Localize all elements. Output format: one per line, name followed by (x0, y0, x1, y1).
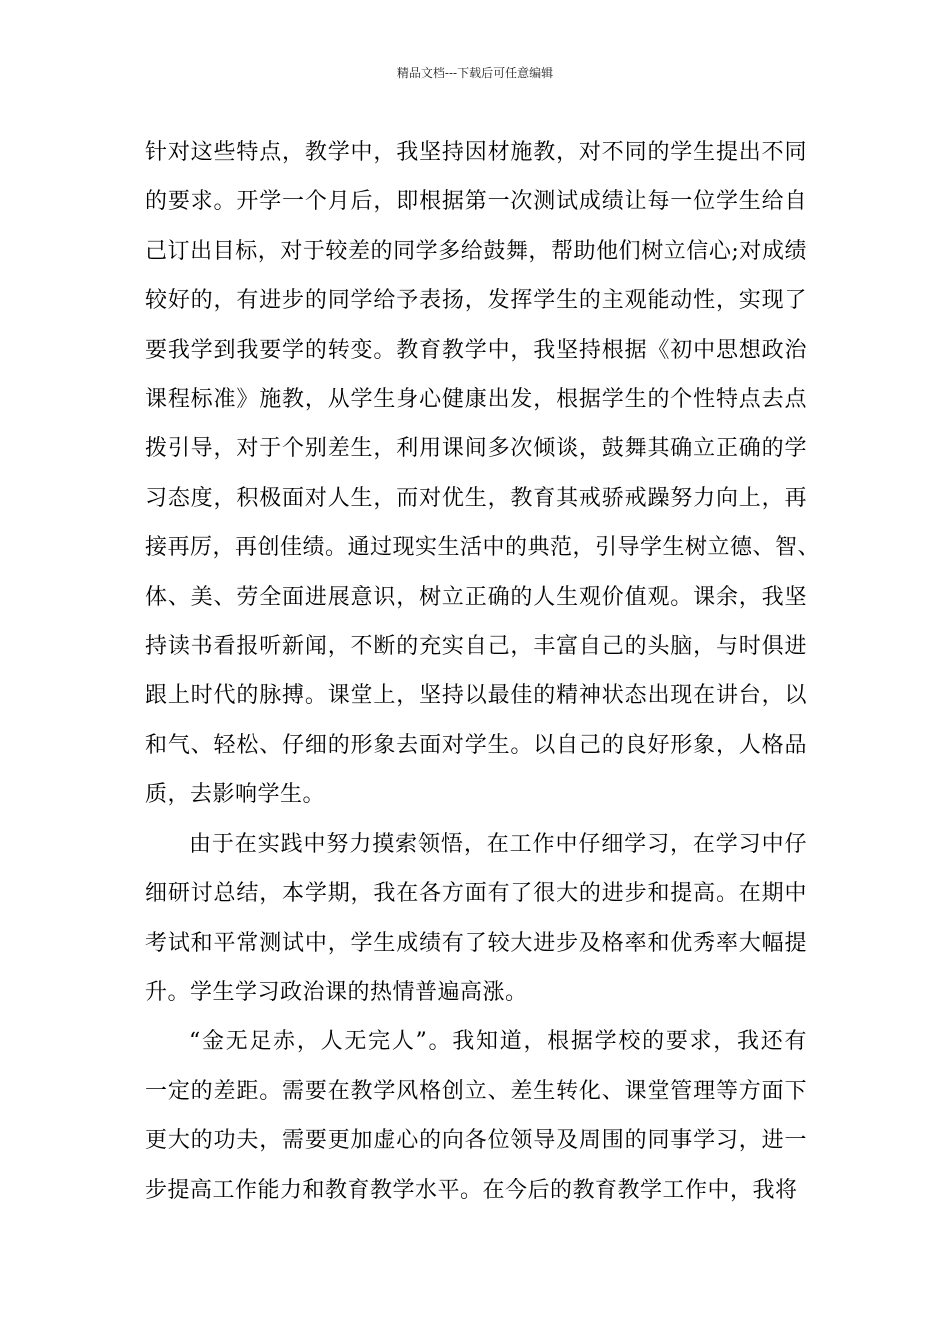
text-line: 和气、轻松、仔细的形象去面对学生。以自己的良好形象，人格品 (145, 732, 807, 758)
paragraph-1 (145, 128, 821, 820)
text-line: 跟上时代的脉搏。课堂上，坚持以最佳的精神状态出现在讲台，以 (145, 683, 807, 709)
text-line: 考试和平常测试中，学生成绩有了较大进步及格率和优秀率大幅提 (145, 930, 807, 956)
text-line: 较好的，有进步的同学给予表扬，发挥学生的主观能动性，实现了 (145, 288, 807, 314)
paragraph-2 (145, 820, 807, 1018)
text-line: 要我学到我要学的转变。教育教学中，我坚持根据《初中思想政治 (145, 337, 807, 363)
text-line: 步提高工作能力和教育教学水平。在今后的教育教学工作中，我将 (145, 1177, 798, 1203)
text-line: 接再厉，再创佳绩。通过现实生活中的典范，引导学生树立德、智、 (145, 535, 821, 561)
text-line: 己订出目标，对于较差的同学多给鼓舞，帮助他们树立信心;对成绩 (145, 238, 807, 264)
paragraph-3 (145, 1017, 807, 1215)
document-body (145, 128, 821, 1215)
text-line: 由于在实践中努力摸索领悟，在工作中仔细学习，在学习中仔 (189, 831, 807, 857)
text-line: 质，去影响学生。 (145, 782, 326, 808)
text-line: 细研讨总结，本学期，我在各方面有了很大的进步和提高。在期中 (145, 881, 807, 907)
text-line: 体、美、劳全面进展意识，树立正确的人生观价值观。课余，我坚 (145, 584, 807, 610)
text-line: 习态度，积极面对人生，而对优生，教育其戒骄戒躁努力向上，再 (145, 485, 807, 511)
text-line: 课程标准》施教，从学生身心健康出发，根据学生的个性特点去点 (145, 387, 807, 413)
page-header: 精品文档---下载后可任意编辑 (396, 66, 554, 80)
text-line: “金无足赤，人无完人”。我知道，根据学校的要求，我还有 (189, 1029, 807, 1055)
text-line: 一定的差距。需要在教学风格创立、差生转化、课堂管理等方面下 (145, 1078, 807, 1104)
text-line: 更大的功夫，需要更加虚心的向各位领导及周围的同事学习，进一 (145, 1128, 807, 1154)
text-line: 针对这些特点，教学中，我坚持因材施教，对不同的学生提出不同 (145, 140, 807, 165)
text-line: 的要求。开学一个月后，即根据第一次测试成绩让每一位学生给自 (145, 189, 807, 215)
text-line: 持读书看报听新闻，不断的充实自己，丰富自己的头脑，与时俱进 (145, 634, 807, 660)
text-line: 升。学生学习政治课的热情普遍高涨。 (145, 979, 528, 1005)
text-line: 拨引导，对于个别差生，利用课间多次倾谈，鼓舞其确立正确的学 (145, 436, 807, 462)
